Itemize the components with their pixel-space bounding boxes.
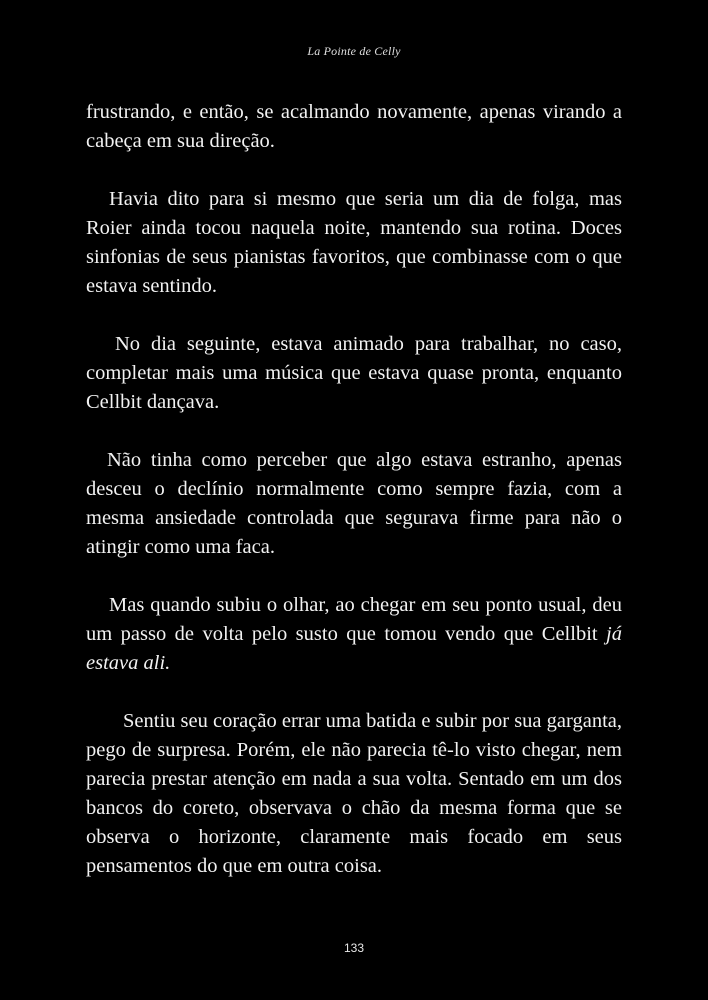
paragraph-4-text: Não tinha como perceber que algo estava estranho, apenas desceu o declínio normalmente como sempre fazia, com a mesma ansiedade controlada que segurava firme para não o atingir como uma faca. bbox=[86, 449, 622, 558]
paragraph-3 bbox=[86, 330, 622, 417]
running-header-title: La Pointe de Celly bbox=[307, 44, 401, 58]
page-body-text bbox=[86, 98, 622, 910]
paragraph-6 bbox=[86, 707, 622, 881]
paragraph-6-text: Sentiu seu coração errar uma batida e subir por sua garganta, pego de surpresa. Porém, ele não parecia tê-lo visto chegar, nem parecia prestar atenção em nada a sua volta. Sentado em um dos bancos do coreto, observava o chão da mesma forma que se observa o horizonte, claramente mais focado em seus pensamentos do que em outra coisa. bbox=[86, 710, 622, 877]
paragraph-5 bbox=[86, 591, 622, 678]
paragraph-1 bbox=[86, 98, 622, 156]
paragraph-5-text: Mas quando subiu o olhar, ao chegar em seu ponto usual, deu um passo de volta pelo susto que tomou vendo que Cellbit bbox=[86, 594, 622, 645]
paragraph-2 bbox=[86, 185, 622, 301]
paragraph-2-text: Havia dito para si mesmo que seria um dia de folga, mas Roier ainda tocou naquela noite, mantendo sua rotina. Doces sinfonias de seus pianistas favoritos, que combinasse com o que estava sentindo. bbox=[86, 188, 622, 297]
paragraph-5-emphasis: já estava ali. bbox=[86, 623, 622, 674]
page-number: 133 bbox=[343, 941, 365, 955]
paragraph-1-text: frustrando, e então, se acalmando novamente, apenas virando a cabeça em sua direção. bbox=[86, 101, 622, 152]
paragraph-4 bbox=[86, 446, 622, 562]
paragraph-3-text: No dia seguinte, estava animado para trabalhar, no caso, completar mais uma música que estava quase pronta, enquanto Cellbit dançava. bbox=[86, 333, 622, 413]
